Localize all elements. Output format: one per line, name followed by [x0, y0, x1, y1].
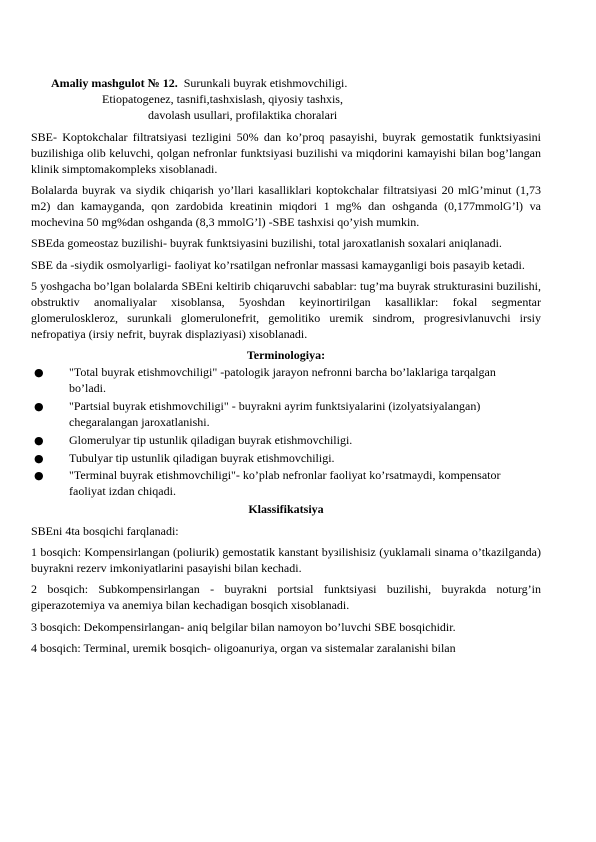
paragraph: SBEni 4ta bosqichi farqlanadi: — [31, 523, 179, 538]
list-item — [31, 451, 541, 467]
bullet-icon: ● — [34, 433, 44, 447]
paragraph: 1 bosqich: Kompensirlangan (poliurik) gemostatik kanstant bузilishisiz (yuklamali sinama o’tkazilganda) buyrakni rezerv imkoniyatlarini pasayishi bilan kechadi. — [31, 545, 541, 575]
bullet-icon: ● — [34, 366, 44, 379]
title-line-1 — [31, 76, 541, 92]
document-body — [31, 76, 541, 663]
bullet-icon: ● — [34, 399, 44, 413]
list-item-text: Glomerulyar tip ustunlik qiladigan buyrak etishmovchiligi. — [69, 432, 353, 447]
title-line-2: Etiopatogenez, tasnifi,tashxislash, qiyosiy tashxis, — [102, 91, 343, 106]
list-item-text: "Terminal buyrak etishmovchiligi"- ko’plab nefronlar faoliyat ko’rsatmaydi, kompensator faoliyat izdan chiqadi. — [69, 468, 501, 499]
title-line-3: davolash usullari, profilaktika choralari — [148, 107, 338, 122]
bullet-icon: ● — [34, 451, 44, 465]
lesson-title — [31, 76, 541, 124]
bullet-icon: ● — [34, 469, 44, 483]
lesson-number: Amaliy mashgulot № 12. — [51, 76, 178, 90]
paragraph: 5 yoshgacha bo’lgan bolalarda SBEni keltirib chiqaruvchi sabablar: tug’ma buyrak strukturasini buzilishi, obstruktiv anomaliyalar xisoblansa, 5yoshdan keyinortirilgan kasalliklar: fokal segmentar glomeruloskleroz, surunkali glomerulonefrit, gemolitiko uremik sindrom, progresivlanuvchi irsiy nefropatiya (irsiy nefrit, buyrak displaziyasi) xisoblanadi. — [31, 278, 541, 341]
paragraph: 4 bosqich: Terminal, uremik bosqich- oligoanuriya, organ va sistemalar zaralanishi bilan — [31, 641, 456, 656]
terminology-list — [31, 365, 541, 500]
list-item — [31, 365, 541, 397]
list-item-text: Tubulyar tip ustunlik qiladigan buyrak etishmovchiligi. — [69, 450, 335, 465]
list-item-text: "Partsial buyrak etishmovchiligi" - buyrakni ayrim funktsiyalarini (izolyatsiyalangan) chegaralangan jaroxatlanishi. — [69, 398, 481, 429]
classification-heading: Klassifikatsiya — [248, 502, 324, 517]
paragraph: 2 bosqich: Subkompensirlangan - buyrakni portsial funktsiyasi buzilishi, buyrakda noturg’in giperazotemiya va anemiya bilan kechadigan bosqich xisoblanadi. — [31, 582, 541, 613]
paragraph: SBE da -siydik osmolyarligi- faoliyat ko’rsatilgan nefronlar massasi kamayganligi bois pasayib ketadi. — [31, 257, 525, 272]
paragraph: Bolalarda buyrak va siydik chiqarish yo’llari kasalliklari koptokchalar filtratsiyasi 20 mlG’minut (1,73 m2) dan kamayganda, qon zardobida kreatinin miqdori 1 mg% dan oshganda (0,177mmolG’l) va mochevina 50 mg%dan oshganda (8,3 mmolG’l) -SBE tashxisi qo’yish mumkin. — [31, 182, 541, 229]
list-item — [31, 433, 541, 449]
paragraph: 3 bosqich: Dekompensirlangan- aniq belgilar bilan namoyon bo’luvchi SBE bosqichidir. — [31, 619, 456, 634]
paragraph: SBEda gomeostaz buzilishi- buyrak funktsiyasini buzilishi, total jaroxatlanish soxalari aniqlanadi. — [31, 236, 502, 251]
list-item-text: "Total buyrak etishmovchiligi" -patologik jarayon nefronni barcha bo’laklariga tarqalgan bo’ladi. — [69, 365, 496, 395]
paragraph: SBE- Koptokchalar filtratsiyasi tezligini 50% dan ko’proq pasayishi, buyrak gemostatik funktsiyasini buzilishiga olib keluvchi, qolgan nefronlar funktsiyasi buzilishi va miqdorini kamayishi bilan bog’langan klinik simptomakompleks xisoblanadi. — [31, 129, 541, 176]
terminology-heading: Terminologiya: — [246, 348, 326, 363]
lesson-topic: Surunkali buyrak etishmovchiligi. — [177, 76, 348, 90]
list-item — [31, 468, 541, 500]
list-item — [31, 399, 541, 431]
